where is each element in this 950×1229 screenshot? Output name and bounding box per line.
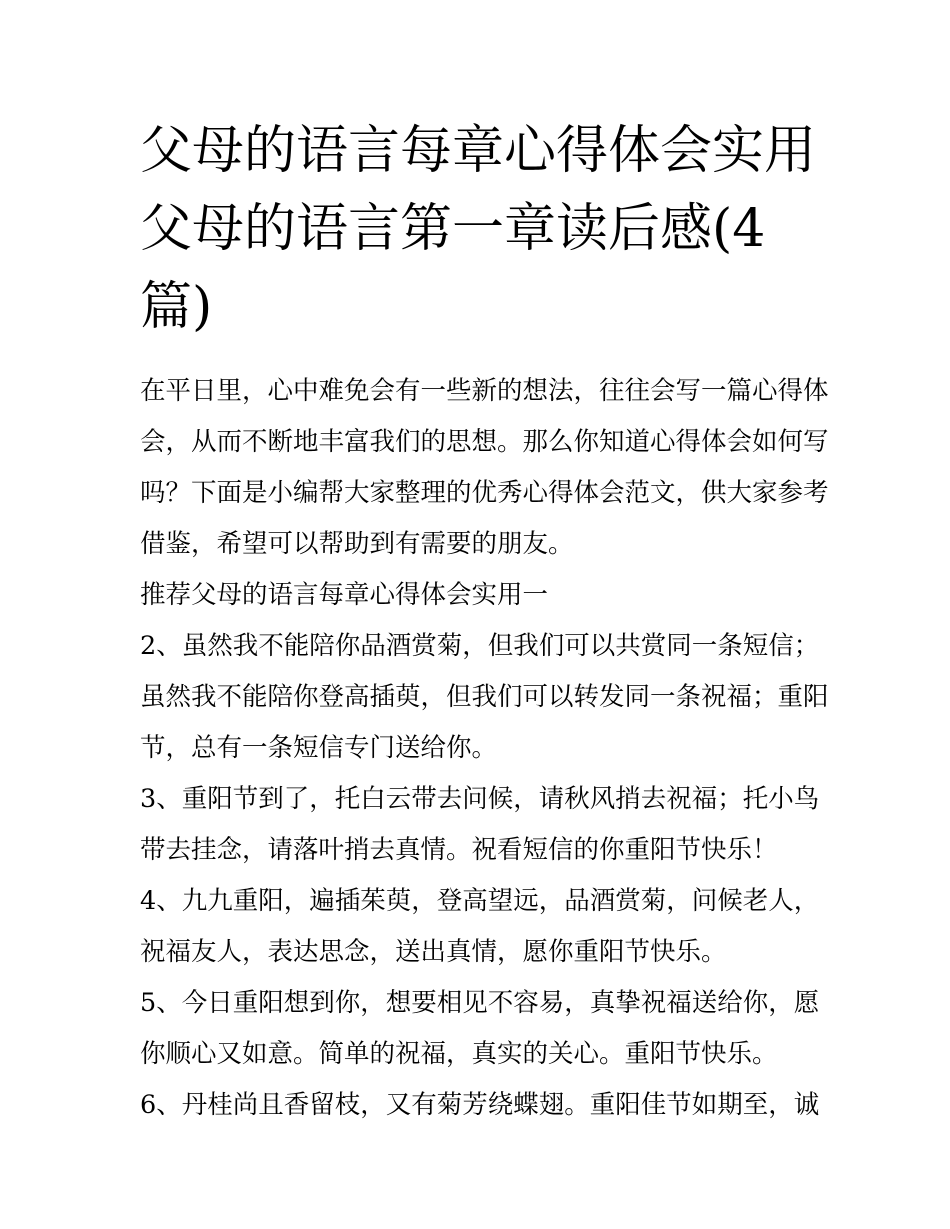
text-line: 借鉴，希望可以帮助到有需要的朋友。 xyxy=(140,529,574,559)
list-item-5 xyxy=(140,978,820,1080)
list-item-3 xyxy=(140,774,820,876)
document-page xyxy=(140,112,829,1131)
text-line: 6、丹桂尚且香留枝，又有菊芳绕蝶翅。重阳佳节如期至，诚 xyxy=(140,1090,820,1120)
list-item-6 xyxy=(140,1080,820,1131)
text-line: 祝福友人，表达思念，送出真情，愿你重阳节快乐。 xyxy=(140,937,727,967)
list-item-4 xyxy=(140,876,820,978)
text-line: 推荐父母的语言每章心得体会实用一 xyxy=(140,580,549,610)
title-line: 父母的语言第一章读后感(4 xyxy=(140,199,766,259)
text-line: 吗？下面是小编帮大家整理的优秀心得体会范文，供大家参考 xyxy=(140,478,829,508)
text-line: 节，总有一条短信专门送给你。 xyxy=(140,733,498,763)
text-line: 带去挂念，请落叶捎去真情。祝看短信的你重阳节快乐！ xyxy=(140,835,778,865)
text-line: 4、九九重阳，遍插茱萸，登高望远，品酒赏菊，问候老人， xyxy=(140,886,820,916)
text-line: 2、虽然我不能陪你品酒赏菊，但我们可以共赏同一条短信； xyxy=(140,631,820,661)
document-body xyxy=(140,366,829,1131)
text-line: 虽然我不能陪你登高插萸，但我们可以转发同一条祝福；重阳 xyxy=(140,682,829,712)
document-title xyxy=(140,112,820,346)
text-line: 在平日里，心中难免会有一些新的想法，往往会写一篇心得体 xyxy=(140,376,829,406)
text-line: 会，从而不断地丰富我们的思想。那么你知道心得体会如何写 xyxy=(140,427,829,457)
text-line: 你顺心又如意。简单的祝福，真实的关心。重阳节快乐。 xyxy=(140,1039,778,1069)
title-line: 父母的语言每章心得体会实用 xyxy=(140,121,817,181)
title-line: 篇) xyxy=(140,277,213,337)
text-line: 5、今日重阳想到你，想要相见不容易，真挚祝福送给你，愿 xyxy=(140,988,820,1018)
section-heading xyxy=(140,570,820,621)
list-item-2 xyxy=(140,621,829,774)
intro-paragraph xyxy=(140,366,829,570)
text-line: 3、重阳节到了，托白云带去问候，请秋风捎去祝福；托小鸟 xyxy=(140,784,820,814)
